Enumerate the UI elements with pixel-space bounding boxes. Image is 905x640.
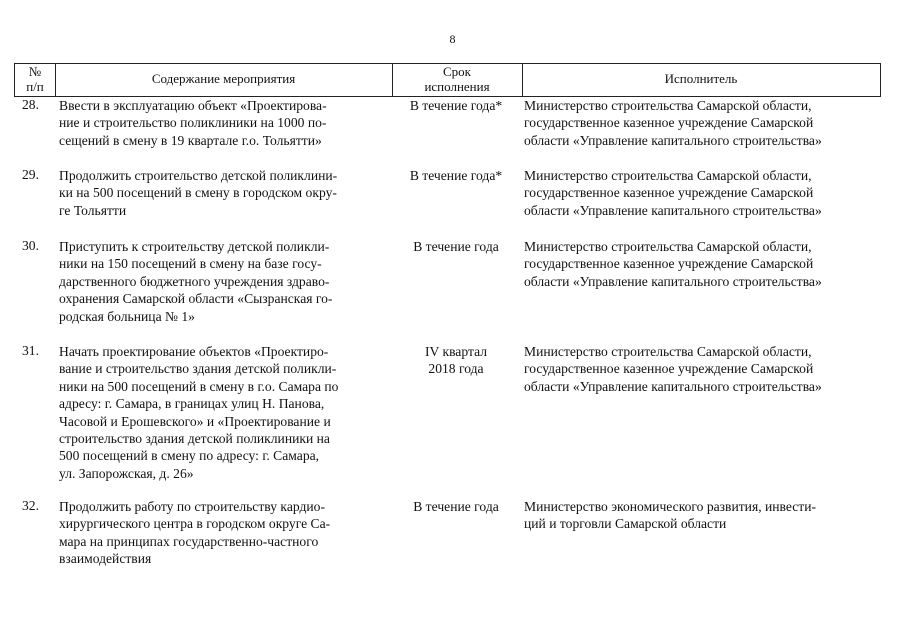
- row-number: 32.: [22, 498, 39, 513]
- executor-line: области «Управление капитального строительства»: [524, 273, 822, 289]
- content-line: ки на 500 посещений в смену в городском окру-: [59, 185, 337, 201]
- row-deadline: [391, 97, 521, 114]
- content-line: дарственного бюджетного учреждения здраво-: [59, 273, 330, 289]
- executor-line: области «Управление капитального строительства»: [524, 378, 822, 394]
- header-executor: Исполнитель: [664, 71, 738, 86]
- row-executor: [524, 97, 870, 149]
- content-line: Продолжить строительство детской поликлини-: [59, 168, 338, 183]
- content-line: сещений в смену в 19 квартале г.о. Тольятти»: [59, 132, 322, 148]
- header-deadline-line1: Срок: [443, 64, 471, 79]
- row-executor: [524, 498, 870, 533]
- content-line: ние и строительство поликлиники на 1000 по-: [59, 115, 327, 131]
- deadline-line: 2018 года: [428, 361, 484, 377]
- row-number: 31.: [22, 343, 39, 358]
- content-line: ул. Запорожская, д. 26»: [59, 465, 194, 481]
- header-content: Содержание мероприятия: [151, 71, 296, 86]
- header-deadline-line2: исполнения: [424, 79, 490, 94]
- header-num-line1: №: [28, 64, 42, 79]
- executor-line: Министерство строительства Самарской области,: [524, 168, 812, 183]
- executor-line: государственное казенное учреждение Самарской: [524, 185, 814, 201]
- content-line: Часовой и Ерошевского» и «Проектирование и: [59, 413, 331, 429]
- content-line: строительство здания детской поликлиники на: [59, 431, 330, 447]
- content-line: мара на принципах государственно-частного: [59, 533, 319, 549]
- row-executor: [524, 167, 870, 219]
- content-line: ге Тольятти: [59, 202, 127, 218]
- content-line: родская больница № 1»: [59, 308, 195, 324]
- content-line: Ввести в эксплуатацию объект «Проектирова-: [59, 98, 327, 113]
- header-deadline: [392, 64, 522, 96]
- executor-line: области «Управление капитального строительства»: [524, 202, 822, 218]
- row-content: [59, 343, 383, 482]
- row-content: [59, 167, 383, 219]
- row-content: [59, 498, 383, 568]
- deadline-line: В течение года*: [409, 98, 503, 113]
- row-number: 29.: [22, 167, 39, 182]
- deadline-line: В течение года: [413, 239, 499, 254]
- deadline-line: В течение года: [413, 499, 499, 514]
- content-line: ники на 500 посещений в смену в г.о. Самара по: [59, 378, 339, 394]
- executor-line: Министерство строительства Самарской области,: [524, 344, 812, 359]
- content-line: взаимодействия: [59, 551, 152, 567]
- content-line: охранения Самарской области «Сызранская го-: [59, 291, 333, 307]
- content-line: Приступить к строительству детской поликли-: [59, 239, 330, 254]
- deadline-line: В течение года*: [409, 168, 503, 183]
- row-deadline: [391, 343, 521, 378]
- row-number: 30.: [22, 238, 39, 253]
- content-line: хирургического центра в городском округе Са-: [59, 516, 331, 532]
- row-number: 28.: [22, 97, 39, 112]
- executor-line: Министерство строительства Самарской области,: [524, 98, 812, 113]
- row-executor: [524, 238, 870, 290]
- executor-line: государственное казенное учреждение Самарской: [524, 115, 814, 131]
- row-deadline: [391, 238, 521, 255]
- executor-line: государственное казенное учреждение Самарской: [524, 361, 814, 377]
- row-deadline: [391, 167, 521, 184]
- table-header: [14, 63, 881, 97]
- header-num: [15, 64, 55, 96]
- content-line: 500 посещений в смену по адресу: г. Самара,: [59, 448, 320, 464]
- deadline-line: IV квартал: [424, 344, 488, 359]
- content-line: Продолжить работу по строительству кардио-: [59, 499, 325, 514]
- header-num-line2: п/п: [26, 79, 44, 94]
- content-line: адресу: г. Самара, в границах улиц Н. Панова,: [59, 396, 325, 412]
- row-content: [59, 238, 383, 325]
- content-line: ники на 150 посещений в смену на базе госу-: [59, 256, 322, 272]
- executor-line: ций и торговли Самарской области: [524, 516, 727, 532]
- row-executor: [524, 343, 870, 395]
- executor-line: Министерство строительства Самарской области,: [524, 239, 812, 254]
- executor-line: государственное казенное учреждение Самарской: [524, 256, 814, 272]
- row-content: [59, 97, 383, 149]
- page-number: 8: [449, 32, 456, 46]
- executor-line: Министерство экономического развития, инвести-: [524, 499, 817, 514]
- executor-line: области «Управление капитального строительства»: [524, 132, 822, 148]
- content-line: Начать проектирование объектов «Проектиро-: [59, 344, 329, 359]
- content-line: вание и строительство здания детской поликли-: [59, 361, 337, 377]
- row-deadline: [391, 498, 521, 515]
